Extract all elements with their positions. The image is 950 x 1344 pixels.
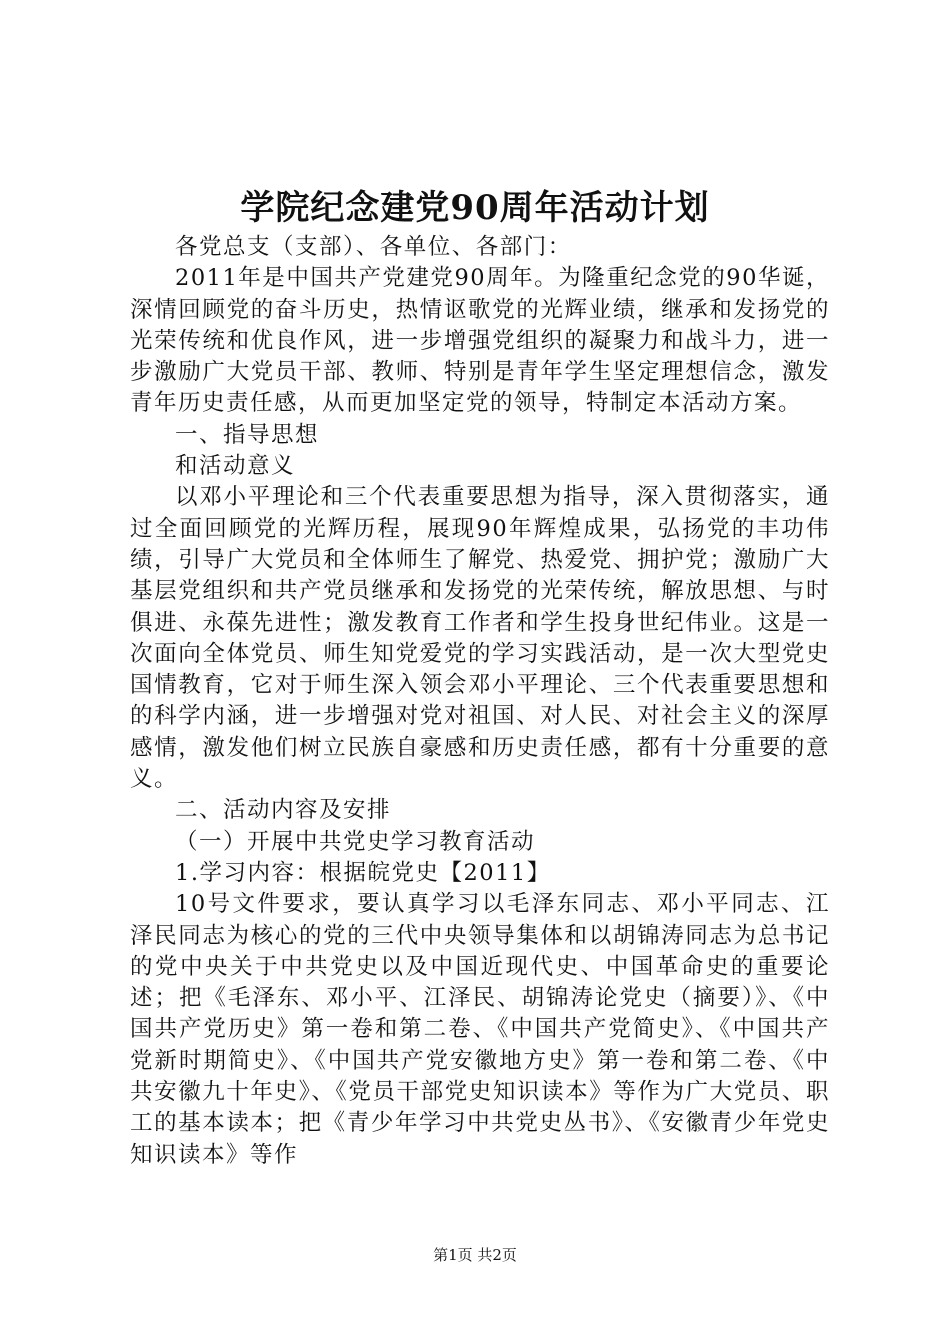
document-body (130, 232, 830, 1171)
page-footer: 第1页 共2页 (433, 1246, 517, 1264)
document-title: 学院纪念建党90周年活动计划 (240, 188, 710, 228)
item-heading: 1.学习内容：根据皖党史【2011】 (175, 859, 551, 886)
study-content-paragraph: 10号文件要求，要认真学习以毛泽东同志、邓小平同志、江泽民同志为核心的党的三代中央领导集体和以胡锦涛同志为总书记的党中央关于中共党史以及中国近现代史、中国革命史的重要论述；把《毛泽东、邓小平、江泽民、胡锦涛论党史（摘要）》、《中国共产党历史》第一卷和第二卷、《中国共产党简史》、《中国共产党新时期简史》、《中国共产党安徽地方史》第一卷和第二卷、《中共安徽九十年史》、《党员干部党史知识读本》等作为广大党员、职工的基本读本；把《青少年学习中共党史丛书》、《安徽青少年党史知识读本》等作 (130, 891, 830, 1168)
section-heading-continued: 和活动意义 (175, 453, 296, 480)
salutation-paragraph: 各党总支（支部）、各单位、各部门： (175, 234, 572, 260)
intro-paragraph: 2011年是中国共产党建党90周年。为隆重纪念党的90华诞，深情回顾党的奋斗历史，热情讴歌党的光辉业绩，继承和发扬党的光荣传统和优良作风，进一步增强党组织的凝聚力和战斗力，进一步激励广大党员干部、教师、特别是青年学生坚定理想信念，激发青年历史责任感，从而更加坚定党的领导，特制定本活动方案。 (130, 265, 830, 417)
section-heading: 一、指导思想 (175, 421, 320, 448)
subsection-heading: （一）开展中共党史学习教育活动 (175, 828, 536, 855)
guiding-thought-paragraph: 以邓小平理论和三个代表重要思想为指导，深入贯彻落实，通过全面回顾党的光辉历程，展现90年辉煌成果，弘扬党的丰功伟绩，引导广大党员和全体师生了解党、热爱党、拥护党；激励广大基层党组织和共产党员继承和发扬党的光荣传统，解放思想、与时俱进、永葆先进性；激发教育工作者和学生投身世纪伟业。这是一次面向全体党员、师生知党爱党的学习实践活动，是一次大型党史国情教育，它对于师生深入领会邓小平理论、三个代表重要思想和的科学内涵，进一步增强对党对祖国、对人民、对社会主义的深厚感情，激发他们树立民族自豪感和历史责任感，都有十分重要的意义。 (130, 484, 830, 793)
section-heading: 二、活动内容及安排 (175, 797, 392, 824)
